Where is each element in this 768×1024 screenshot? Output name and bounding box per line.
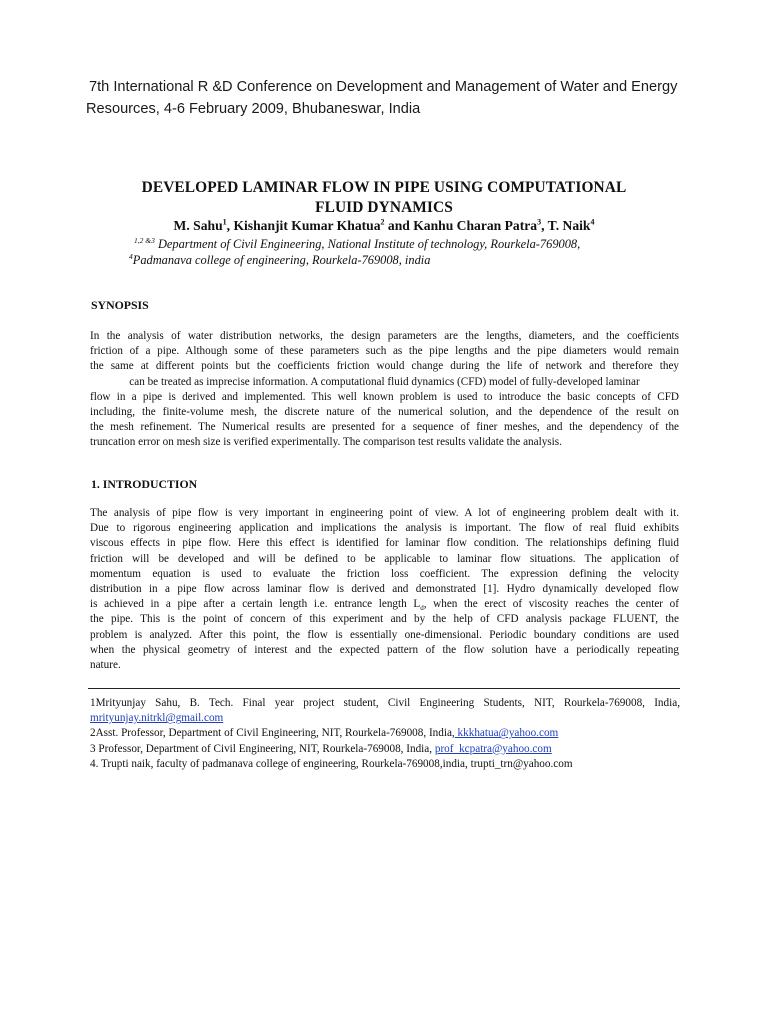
title-line-1: DEVELOPED LAMINAR FLOW IN PIPE USING COMPUTATIONAL [141, 179, 627, 196]
author-4: , T. Naik [541, 218, 591, 233]
intro-line-entrance-length [90, 597, 679, 612]
footnote-3-text: 3 Professor, Department of Civil Engineering, NIT, Rourkela-769008, India, [90, 742, 435, 755]
footnote-3 [90, 742, 680, 757]
intro-line-part: is achieved in a pipe after a certain length i.e. entrance length L [90, 598, 421, 611]
intro-line: momentum equation is used to evaluate the friction loss coefficient. The expression defining the velocity [90, 567, 679, 580]
footnotes [90, 696, 680, 772]
paper-title [80, 178, 688, 218]
email-link-1[interactable]: mrityunjay.nitrkl@gmail.com [90, 712, 224, 725]
intro-line-part: , when the erect of viscosity reaches the center of [423, 598, 679, 611]
affiliation-2 [0, 252, 768, 268]
intro-line: the pipe. This is the point of concern of this experiment and by the help of CFD analysis package FLUENT, the [90, 613, 679, 626]
synopsis-line: truncation error on mesh size is verified experimentally. The comparison test results validate the analysis. [90, 436, 562, 449]
conference-line-1: 7th International R &D Conference on Development and Management of Water and Energy [89, 79, 678, 95]
footnote-divider [88, 688, 680, 689]
intro-line: distribution in a pipe flow across laminar flow is derived and demonstrated [1]. Hydro dynamically developed flow [90, 583, 679, 596]
synopsis-line: the same at different points but the coefficients friction would change during the life of network and therefore they [90, 360, 679, 373]
email-link-3[interactable]: prof_kcpatra@yahoo.com [434, 742, 552, 755]
footnote-1-email-line [90, 711, 680, 726]
footnote-4: 4. Trupti naik, faculty of padmanava college of engineering, Rourkela-769008,india, trupti_trn@yahoo.com [90, 757, 573, 770]
footnote-2 [90, 726, 680, 741]
conference-line-2: Resources, 4-6 February 2009, Bhubaneswar, India [86, 101, 421, 117]
synopsis-line: including, the finite-volume mesh, the discrete nature of the numerical solution, and the dependence of the result on [90, 406, 679, 419]
synopsis-line: the mesh refinement. The Numerical results are presented for a sequence of finer meshes, and the dependency of the [90, 421, 679, 434]
intro-line: Due to rigorous engineering application and implications the analysis is important. The flow of real fluid exhibits [90, 522, 679, 535]
footnote-2-text: 2Asst. Professor, Department of Civil Engineering, NIT, Rourkela-769008, India, [90, 727, 455, 740]
intro-line: The analysis of pipe flow is very important in engineering point of view. A lot of engineering problem dealt with it. [90, 507, 679, 519]
synopsis-line: flow in a pipe is derived and implemented. This well known problem is used to introduce the basic concepts of CFD [90, 390, 679, 403]
intro-line: nature. [90, 659, 121, 672]
affiliation-1 [0, 236, 768, 252]
affiliation-1-mark: 1,2 &3 [134, 235, 155, 245]
affiliation-2-text: Padmanava college of engineering, Rourkela-769008, india [132, 253, 431, 267]
intro-line: friction will be developed and will be defined to be applicable to laminar flow situations. The application of [90, 552, 679, 565]
author-4-mark: 4 [590, 217, 595, 227]
conference-header [86, 76, 726, 120]
synopsis-line: friction of a pipe. Although some of these parameters such as the pipe lengths and the pipe diameters would remain [90, 345, 679, 358]
author-1: M. Sahu [173, 218, 223, 233]
intro-line: problem is analyzed. After this point, the flow is essentially one-dimensional. Periodic boundary conditions are used [90, 628, 679, 641]
footnote-1: 1Mrityunjay Sahu, B. Tech. Final year project student, Civil Engineering Students, NIT, Rourkela-769008, India, [90, 697, 680, 709]
affiliation-1-text: Department of Civil Engineering, National Institute of technology, Rourkela-769008, [154, 237, 581, 251]
title-line-2: FLUID DYNAMICS [315, 199, 453, 216]
author-1-mark: 1 [222, 217, 227, 227]
author-2-mark: 2 [380, 217, 385, 227]
synopsis-line: can be treated as imprecise information. A computational fluid dynamics (CFD) model of fully-developed laminar [129, 375, 640, 388]
author-3: and Kanhu Charan Patra [384, 218, 538, 233]
intro-line: viscous effects in pipe flow. Here this effect is identified for laminar flow condition. The relationships defining fluid [90, 537, 679, 550]
subscript-d: d [420, 604, 424, 613]
synopsis-paragraph [90, 329, 679, 451]
intro-line: when the physical geometry of interest and the expected pattern of the flow solution have a periodically repeating [90, 643, 679, 656]
author-3-mark: 3 [537, 217, 542, 227]
introduction-heading: 1. INTRODUCTION [91, 477, 198, 491]
synopsis-heading: SYNOPSIS [91, 298, 149, 312]
affiliation-2-mark: 4 [129, 251, 133, 261]
email-link-2[interactable]: kkkhatua@yahoo.com [454, 727, 559, 740]
introduction-paragraph [90, 506, 679, 673]
author-2: , Kishanjit Kumar Khatua [226, 218, 381, 233]
synopsis-line: In the analysis of water distribution networks, the design parameters are the lengths, diameters, and the coefficients [90, 330, 679, 342]
author-list [80, 217, 688, 235]
